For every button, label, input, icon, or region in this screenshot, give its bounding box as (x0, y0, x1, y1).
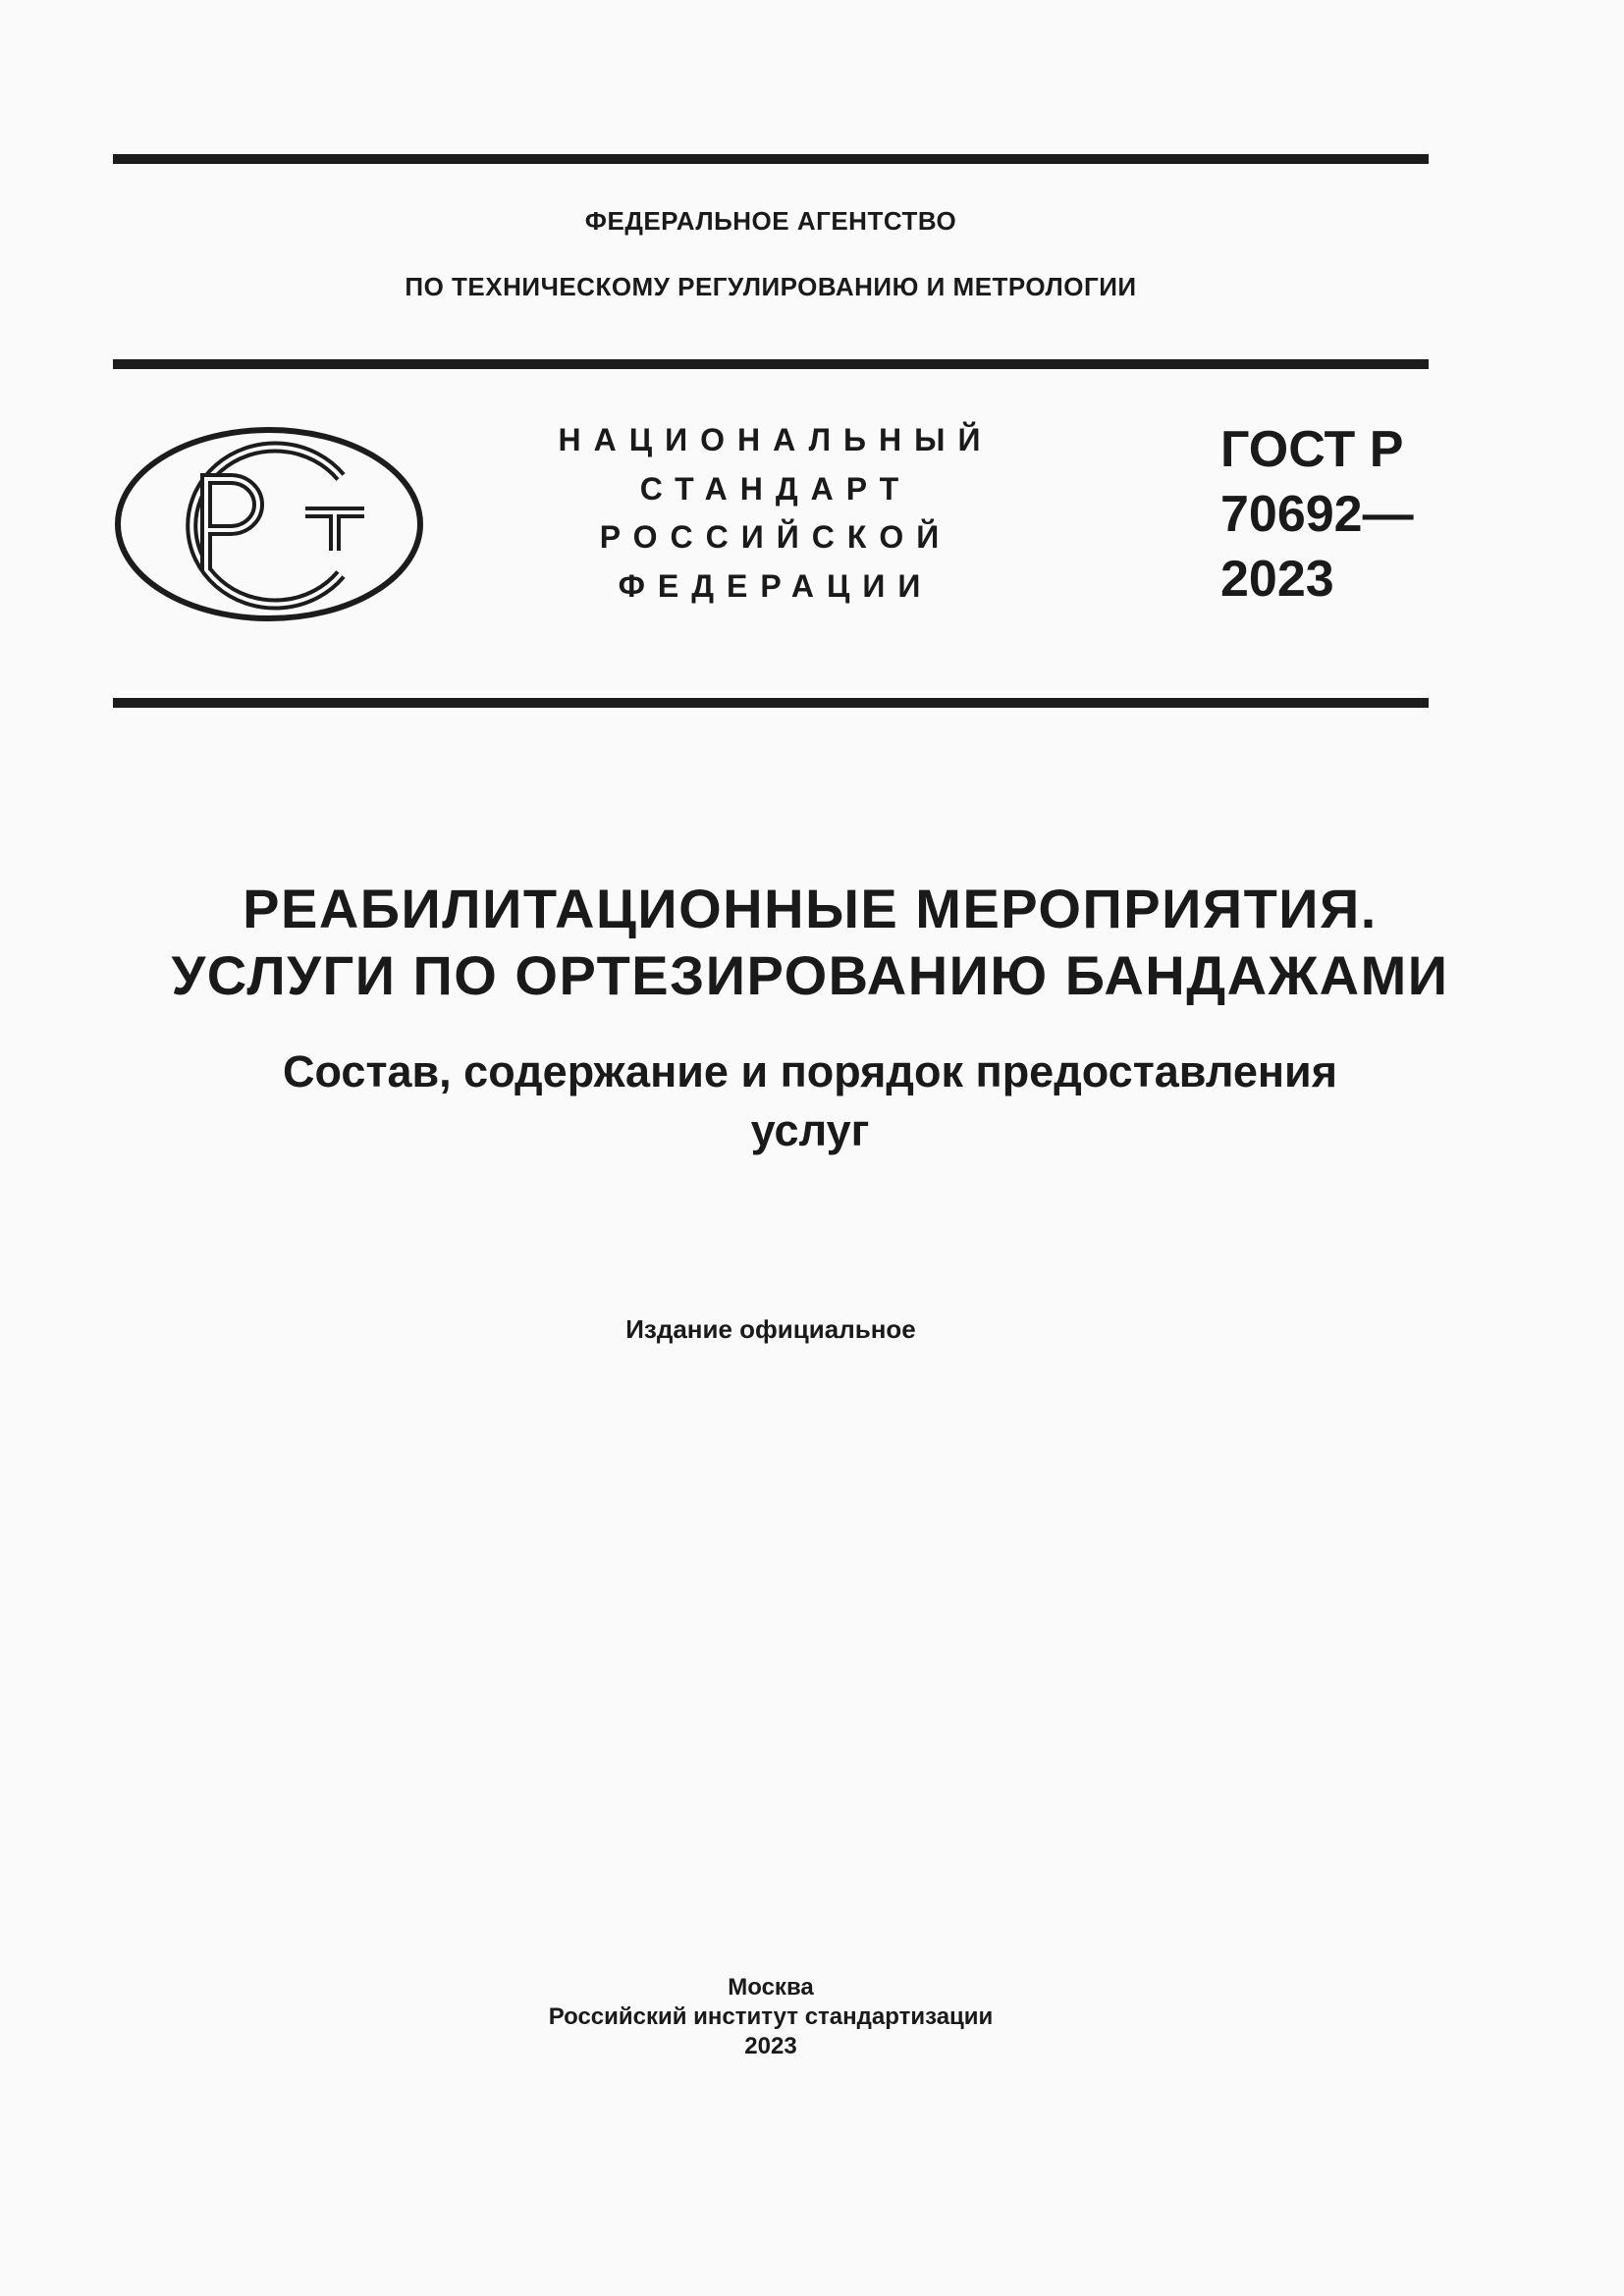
designation-line-3: 2023 (1220, 551, 1334, 608)
designation-line-1: ГОСТ Р (1220, 421, 1404, 478)
top-rule (113, 154, 1429, 164)
imprint-publisher: Российский институт стандартизации (548, 2003, 994, 2030)
agency-line-1: ФЕДЕРАЛЬНОЕ АГЕНТСТВО (584, 206, 957, 236)
standard-type-line-2: СТАНДАРТ (639, 471, 912, 507)
title-line-1: РЕАБИЛИТАЦИОННЫЕ МЕРОПРИЯТИЯ. (243, 878, 1378, 939)
imprint-city: Москва (728, 1974, 814, 2001)
agency-line-2: ПО ТЕХНИЧЕСКОМУ РЕГУЛИРОВАНИЮ И МЕТРОЛОГИИ (405, 272, 1137, 301)
standard-type-line-1: НАЦИОНАЛЬНЫЙ (558, 422, 994, 457)
mid-rule (113, 698, 1429, 708)
title-line-2: УСЛУГИ ПО ОРТЕЗИРОВАНИЮ БАНДАЖАМИ (171, 944, 1449, 1006)
standard-type-line-4: ФЕДЕРАЦИИ (618, 568, 934, 604)
subtitle-line-2: услуг (750, 1105, 870, 1155)
rst-mark-icon (113, 425, 425, 623)
header-rule (113, 359, 1429, 369)
standard-type-line-3: РОССИЙСКОЙ (599, 519, 952, 555)
designation-line-2: 70692— (1220, 486, 1414, 543)
imprint-year: 2023 (744, 2033, 797, 2059)
subtitle-line-1: Состав, содержание и порядок предоставления (283, 1046, 1337, 1096)
edition-label: Издание официальное (625, 1314, 916, 1344)
